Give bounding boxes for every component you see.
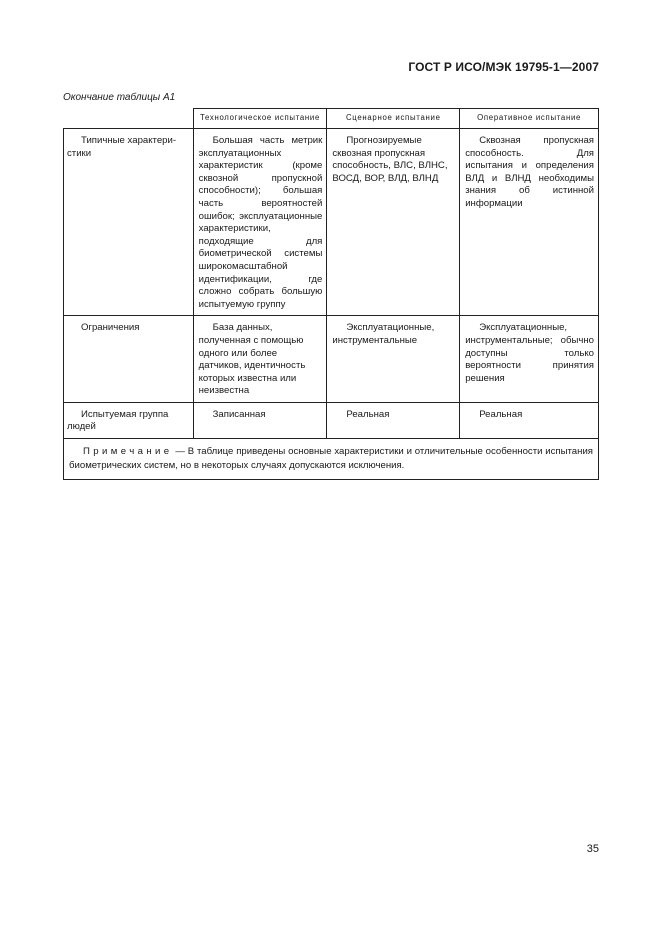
comparison-table — [63, 108, 599, 480]
table-caption: Окончание таблицы А1 — [63, 92, 176, 103]
table-row — [64, 402, 599, 438]
cell-operational-characteristics: Сквозная пропускная способность. Для испытания и определения ВЛД и ВЛНД необходимы знания об истинной информации — [465, 135, 594, 209]
cell-technology-population: Записанная — [212, 408, 266, 420]
row-label-test-population: Испытуемая группа людей — [67, 408, 169, 433]
row-label-characteristics: Типичные характери-стики — [67, 135, 177, 159]
note-label: Примечание — [83, 446, 173, 458]
standard-title: ГОСТ Р ИСО/МЭК 19795-1—2007 — [408, 60, 599, 74]
cell-scenario-population: Реальная — [346, 408, 390, 420]
cell-operational-population: Реальная — [479, 408, 523, 420]
table-note — [64, 439, 598, 479]
cell-operational-limitations: Эксплуатационные, инструментальные; обычно доступны только вероятности принятия решения — [465, 322, 594, 384]
note-text: — В таблице приведены основные характеристики и отличительные особенности испытания биометрических систем, но в некоторых случаях допускаются исключения. — [69, 446, 593, 472]
row-label-limitations: Ограничения — [81, 322, 140, 334]
column-header-operational: Оперативное испытание — [460, 109, 599, 129]
table-header-row — [64, 109, 599, 129]
table-row — [64, 129, 599, 316]
cell-scenario-characteristics: Прогнозируемые сквозная пропускная способность, ВЛС, ВЛНС, ВОСД, ВОР, ВЛД, ВЛНД — [332, 135, 448, 184]
column-header-scenario: Сценарное испытание — [327, 109, 460, 129]
header-blank-cell — [64, 109, 194, 129]
cell-technology-characteristics: Большая часть метрик эксплуатационных характеристик (кроме сквозной пропускной способности); большая часть вероятностей ошибок; эксплуатационные характеристики, подходящие для биометрической системы широкомасштабной идентификации, где сложно собрать большую испытуемую группу — [198, 135, 323, 310]
table-row — [64, 316, 599, 403]
column-header-technology: Технологическое испытание — [193, 109, 327, 129]
cell-technology-limitations: База данных, полученная с помощью одного или более датчиков, идентичность которых известна или неизвестна — [198, 322, 306, 397]
cell-scenario-limitations: Эксплуатационные, инструментальные — [332, 322, 435, 346]
table-note-row — [64, 439, 599, 480]
page-number: 35 — [586, 843, 599, 855]
